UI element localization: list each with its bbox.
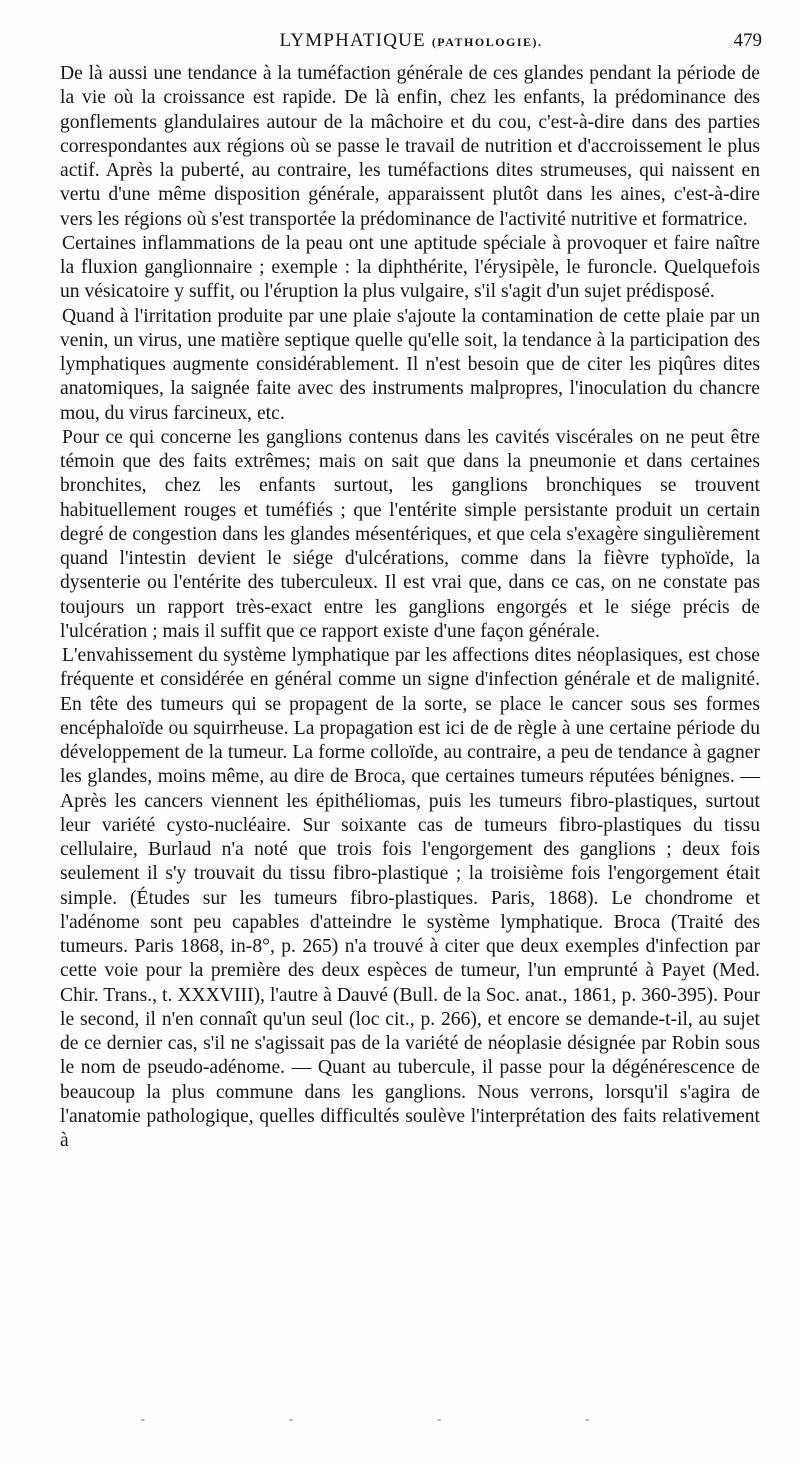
page-number: 479	[733, 30, 762, 51]
body-text	[60, 62, 760, 1153]
footer-dashes: - - - -	[140, 1412, 660, 1427]
paragraph-1: De là aussi une tendance à la tuméfaction générale de ces glandes pendant la période de la vie où la croissance est rapide. De là enfin, chez les enfants, la prédominance des gonflements glandulaires autour de la mâchoire et du cou, c'est-à-dire dans des parties correspondantes aux régions où se passe le travail de nutrition et d'accroissement le plus actif. Après la puberté, au contraire, les tuméfactions dites strumeuses, qui naissent en vertu d'une même disposition générale, apparaissent plutôt dans les aines, c'est-à-dire vers les régions où s'est transportée la prédominance de l'activité nutritive et formatrice.	[60, 63, 760, 230]
running-head	[60, 30, 762, 56]
running-title-subtitle: (PATHOLOGIE).	[431, 35, 543, 49]
paragraph-2: Certaines inflammations de la peau ont une aptitude spéciale à provoquer et faire naître la fluxion ganglionnaire ; exemple : la diphthérite, l'érysipèle, le furoncle. Quelquefois un vésicatoire y suffit, ou l'éruption la plus vulgaire, s'il s'agit d'un sujet prédisposé.	[60, 232, 760, 303]
paragraph-4: Pour ce qui concerne les ganglions contenus dans les cavités viscérales on ne peut être témoin que des faits extrêmes; mais on sait que dans la pneumonie et dans certaines bronchites, chez les enfants surtout, les ganglions bronchiques se trouvent habituellement rouges et tuméfiés ; que l'entérite simple persistante produit un certain degré de congestion dans les glandes mésentériques, et que cela s'exagère singulièrement quand l'intestin devient le siége d'ulcérations, comme dans la fièvre typhoïde, la dysenterie ou l'entérite des tuberculeux. Il est vrai que, dans ce cas, on ne constate pas toujours un rapport très-exact entre les ganglions engorgés et le siége précis de l'ulcération ; mais il suffit que ce rapport existe d'une façon générale.	[60, 426, 760, 642]
running-title	[60, 30, 762, 52]
running-title-main: LYMPHATIQUE	[279, 30, 426, 51]
paragraph-3: Quand à l'irritation produite par une plaie s'ajoute la contamination de cette plaie par un venin, un virus, une matière septique quelle qu'elle soit, la tendance à la participation des lymphatiques augmente considérablement. Il n'est besoin que de citer les piqûres dites anatomiques, la saignée faite avec des instruments malpropres, l'inoculation du chancre mou, du virus farcineux, etc.	[60, 305, 760, 424]
paragraph-5: L'envahissement du système lymphatique par les affections dites néoplasiques, est chose fréquente et considérée en général comme un signe d'infection générale et de malignité. En tête des tumeurs qui se propagent de la sorte, se place le cancer sous ses formes encéphaloïde ou squirrheuse. La propagation est ici de de règle à une certaine période du développement de la tumeur. La forme colloïde, au contraire, a peu de tendance à gagner les glandes, moins même, au dire de Broca, que certaines tumeurs réputées bénignes. — Après les cancers viennent les épithéliomas, puis les tumeurs fibro-plastiques, surtout leur variété cysto-nucléaire. Sur soixante cas de tumeurs fibro-plastiques du tissu cellulaire, Burlaud n'a noté que trois fois l'engorgement des ganglions ; deux fois seulement il s'y trouvait du tissu fibro-plastique ; la troisième fois l'engorgement était simple. (Études sur les tumeurs fibro-plastiques. Paris, 1868). Le chondrome et l'adénome sont peu capables d'atteindre le système lymphatique. Broca (Traité des tumeurs. Paris 1868, in-8°, p. 265) n'a trouvé à citer que deux exemples d'infection par cette voie pour la première des deux espèces de tumeur, l'un emprunté à Payet (Med. Chir. Trans., t. XXXVIII), l'autre à Dauvé (Bull. de la Soc. anat., 1861, p. 360-395). Pour le second, il n'en connaît qu'un seul (loc cit., p. 266), et encore se demande-t-il, au sujet de ce dernier cas, s'il ne s'agissait pas de la variété de néoplasie désignée par Robin sous le nom de pseudo-adénome. — Quant au tubercule, il passe pour la dégénérescence de beaucoup la plus commune dans les ganglions. Nous verrons, lorsqu'il s'agira de l'anatomie pathologique, quelles difficultés soulève l'interprétation des faits relativement à	[60, 645, 760, 1151]
